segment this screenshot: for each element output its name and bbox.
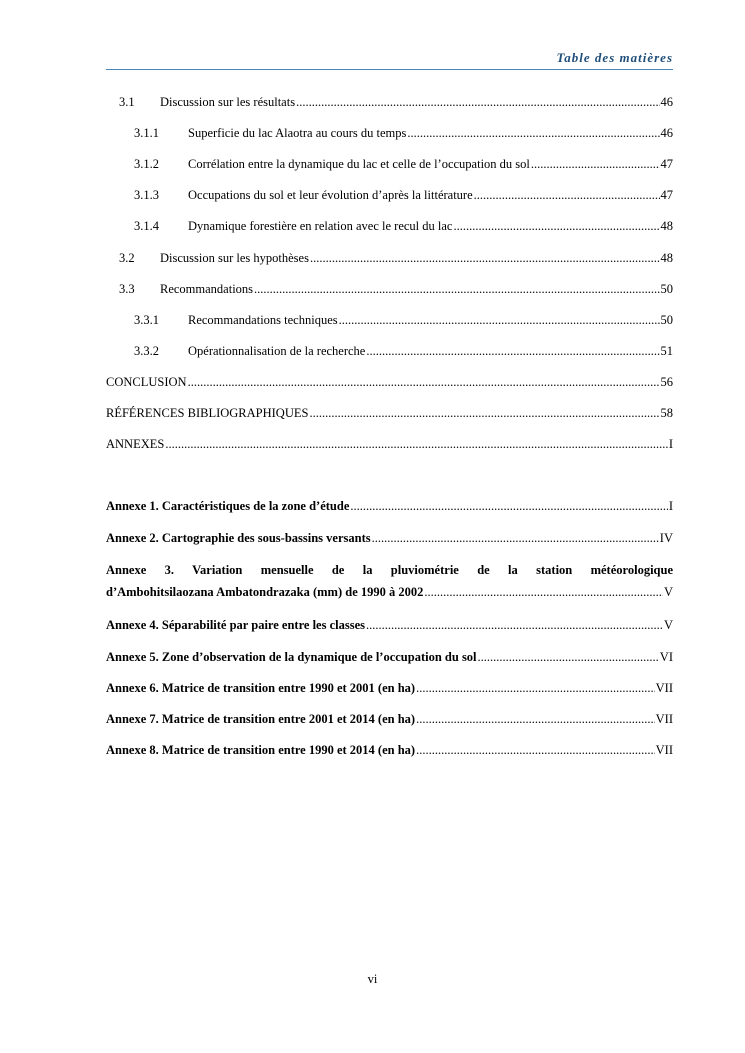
- toc-entry-3-1-2[interactable]: [106, 156, 673, 172]
- annex-title-line2: d’Ambohitsilaozana Ambatondrazaka (mm) de 1990 à 2002: [106, 585, 424, 599]
- toc-page: 47: [660, 157, 673, 171]
- dot-leader: [165, 436, 667, 452]
- annex-title-line2-row: [106, 581, 673, 603]
- dot-leader: [296, 94, 659, 110]
- annex-title: Annexe 5. Zone d’observation de la dynamique de l’occupation du sol: [106, 650, 477, 664]
- dot-leader: [366, 617, 663, 633]
- annex-title: Annexe 7. Matrice de transition entre 2001 et 2014 (en ha): [106, 712, 416, 726]
- toc-page: 48: [660, 219, 673, 233]
- toc-number: 3.3.2: [134, 344, 159, 358]
- toc-number: 3.1.3: [134, 188, 159, 202]
- toc-title: RÉFÉRENCES BIBLIOGRAPHIQUES: [106, 406, 309, 420]
- annex-entry-6[interactable]: [106, 680, 673, 696]
- toc-page: 58: [660, 406, 673, 420]
- page-number: vi: [367, 972, 378, 986]
- dot-leader: [478, 649, 659, 665]
- toc-number: 3.3.1: [134, 313, 159, 327]
- toc-number: 3.3: [119, 282, 135, 296]
- toc-number: 3.1.2: [134, 157, 159, 171]
- annex-page: V: [663, 618, 673, 632]
- dot-leader: [309, 405, 659, 421]
- annex-title-line1: Annexe 3. Variation mensuelle de la pluviométrie de la station météorologique: [106, 563, 673, 577]
- dot-leader: [366, 343, 659, 359]
- annex-title: Annexe 2. Cartographie des sous-bassins versants: [106, 531, 371, 545]
- toc-page: 47: [660, 188, 673, 202]
- toc-page: 50: [660, 282, 673, 296]
- dot-leader: [350, 498, 667, 514]
- dot-leader: [531, 156, 660, 172]
- toc-title: Dynamique forestière en relation avec le recul du lac: [188, 219, 453, 233]
- dot-leader: [416, 742, 655, 758]
- annex-entry-3[interactable]: [106, 559, 673, 603]
- running-header-title: Table des matières: [556, 50, 673, 65]
- toc-title: Occupations du sol et leur évolution d’après la littérature: [188, 188, 473, 202]
- toc-number: 3.1.1: [134, 126, 159, 140]
- dot-leader: [474, 187, 660, 203]
- dot-leader: [372, 530, 659, 546]
- annex-title: Annexe 6. Matrice de transition entre 1990 et 2001 (en ha): [106, 681, 416, 695]
- toc-page: 50: [660, 313, 673, 327]
- annex-entry-8[interactable]: [106, 742, 673, 758]
- toc-page: 48: [660, 251, 673, 265]
- dot-leader: [453, 218, 659, 234]
- dot-leader: [416, 680, 655, 696]
- toc-page: 56: [660, 375, 673, 389]
- annex-page: VII: [655, 712, 673, 726]
- dot-leader: [407, 125, 659, 141]
- toc-number: 3.1.4: [134, 219, 159, 233]
- toc-entry-annexes[interactable]: [106, 436, 673, 452]
- toc-number: 3.1: [119, 95, 135, 109]
- dot-leader: [188, 374, 660, 390]
- annex-page: VII: [655, 743, 673, 757]
- annex-entry-4[interactable]: [106, 617, 673, 633]
- toc-number: 3.2: [119, 251, 135, 265]
- toc-title: Recommandations: [160, 282, 254, 296]
- dot-leader: [339, 312, 660, 328]
- toc-entry-3-3[interactable]: [106, 281, 673, 297]
- annex-page: VII: [655, 681, 673, 695]
- toc-page: 51: [660, 344, 673, 358]
- annex-title: Annexe 4. Séparabilité par paire entre les classes: [106, 618, 366, 632]
- header-rule: [106, 69, 673, 70]
- dot-leader: [424, 581, 663, 603]
- toc-entry-references[interactable]: [106, 405, 673, 421]
- toc-title: CONCLUSION: [106, 375, 187, 389]
- annex-entry-2[interactable]: [106, 530, 673, 546]
- toc-entry-3-1-3[interactable]: [106, 187, 673, 203]
- toc-title: Discussion sur les résultats: [160, 95, 296, 109]
- toc-title: Recommandations techniques: [188, 313, 338, 327]
- annex-page: VI: [659, 650, 673, 664]
- annex-page: IV: [659, 531, 673, 545]
- annex-page: V: [663, 585, 673, 599]
- dot-leader: [254, 281, 659, 297]
- annex-entry-5[interactable]: [106, 649, 673, 665]
- toc-title: ANNEXES: [106, 437, 165, 451]
- toc-page: 46: [660, 95, 673, 109]
- toc-entry-3-1-1[interactable]: [106, 125, 673, 141]
- toc-page: 46: [660, 126, 673, 140]
- toc-entry-3-1-4[interactable]: [106, 218, 673, 234]
- toc-title: Opérationnalisation de la recherche: [188, 344, 366, 358]
- toc-title: Superficie du lac Alaotra au cours du temps: [188, 126, 407, 140]
- dot-leader: [416, 711, 655, 727]
- annex-title: Annexe 8. Matrice de transition entre 1990 et 2014 (en ha): [106, 743, 416, 757]
- toc-entry-3-1[interactable]: [106, 94, 673, 110]
- toc-entry-3-2[interactable]: [106, 250, 673, 266]
- annex-title: Annexe 1. Caractéristiques de la zone d’étude: [106, 499, 350, 513]
- annex-page: I: [668, 499, 673, 513]
- toc-entry-3-3-1[interactable]: [106, 312, 673, 328]
- toc-page: I: [668, 437, 673, 451]
- annex-entry-7[interactable]: [106, 711, 673, 727]
- toc-title: Corrélation entre la dynamique du lac et celle de l’occupation du sol: [188, 157, 530, 171]
- toc-entry-conclusion[interactable]: [106, 374, 673, 390]
- toc-entry-3-3-2[interactable]: [106, 343, 673, 359]
- dot-leader: [310, 250, 660, 266]
- toc-title: Discussion sur les hypothèses: [160, 251, 309, 265]
- annex-entry-1[interactable]: [106, 498, 673, 514]
